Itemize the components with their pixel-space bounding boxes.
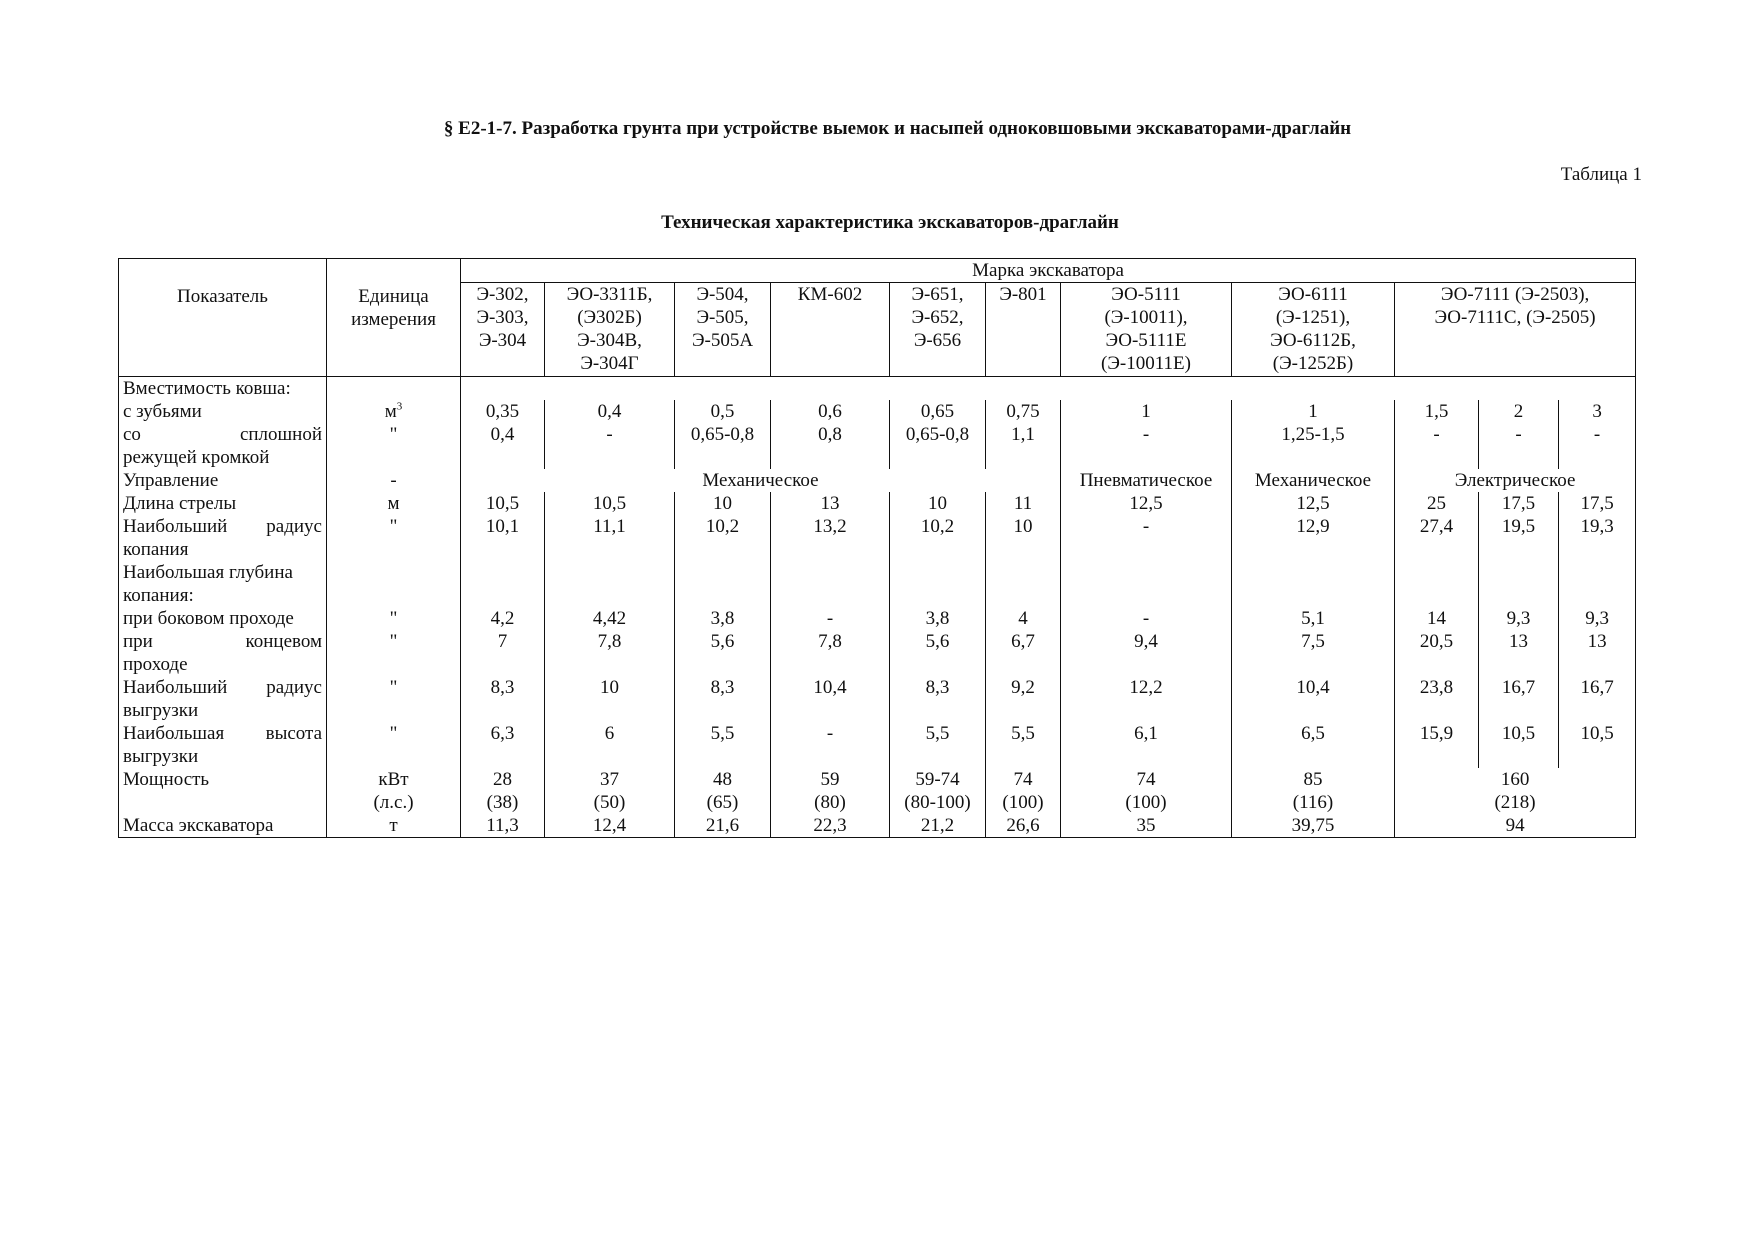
value-cell: 1	[1232, 400, 1395, 423]
value-cell: 7,8	[545, 630, 675, 676]
value-cell: 5,6	[890, 630, 986, 676]
value-cell: 5,5	[890, 722, 986, 768]
value-cell: 6,5	[1232, 722, 1395, 768]
row-control	[119, 469, 1636, 492]
section-heading: § Е2-1-7. Разработка грунта при устройстве выемок и насыпей одноковшовыми экскаваторами-драглайн	[443, 118, 1352, 139]
value-cell: 9,2	[986, 676, 1061, 722]
value-cell: 1,5	[1395, 400, 1479, 423]
value-cell: 13	[771, 492, 890, 515]
value-cell: 4,2	[461, 607, 545, 630]
value-cell: 27,4	[1395, 515, 1479, 561]
value-cell: 4,42	[545, 607, 675, 630]
value-cell: 19,3	[1559, 515, 1636, 561]
value-cell: 59-74 (80-100)	[890, 768, 986, 814]
value-cell: 48 (65)	[675, 768, 771, 814]
row-label: Наибольший радиус выгрузки	[119, 676, 327, 722]
unit-cell: "	[327, 722, 461, 768]
unit-cell: "	[327, 630, 461, 676]
value-cell: 13,2	[771, 515, 890, 561]
row-end-pass	[119, 630, 1636, 676]
value-cell: 37 (50)	[545, 768, 675, 814]
value-cell: 9,3	[1479, 607, 1559, 630]
model-cell: КМ-602	[771, 283, 890, 377]
value-cell: 13	[1479, 630, 1559, 676]
value-cell: 0,65-0,8	[675, 423, 771, 469]
value-cell: 3,8	[675, 607, 771, 630]
value-cell: 15,9	[1395, 722, 1479, 768]
value-cell: 21,6	[675, 814, 771, 838]
unit-cell: "	[327, 607, 461, 630]
row-label: при боковом проходе	[119, 607, 327, 630]
value-cell: 28 (38)	[461, 768, 545, 814]
table-title: Техническая характеристика экскаваторов-драглайн	[661, 212, 1119, 233]
unit-cell: кВт (л.с.)	[327, 768, 461, 814]
value-cell: 13	[1559, 630, 1636, 676]
value-cell: 59 (80)	[771, 768, 890, 814]
header-unit	[327, 259, 461, 377]
value-cell: 3,8	[890, 607, 986, 630]
value-cell: 19,5	[1479, 515, 1559, 561]
value-cell: 0,75	[986, 400, 1061, 423]
value-cell: 6,3	[461, 722, 545, 768]
value-cell: 10	[675, 492, 771, 515]
row-bucket-teeth	[119, 400, 1636, 423]
value-cell: 10,5	[545, 492, 675, 515]
value-cell: 7	[461, 630, 545, 676]
value-cell: 21,2	[890, 814, 986, 838]
control-mechanical-2: Механическое	[1232, 469, 1395, 492]
value-cell: 74 (100)	[1061, 768, 1232, 814]
value-cell: 6	[545, 722, 675, 768]
value-cell: 0,4	[545, 400, 675, 423]
row-label: Мощность	[119, 768, 327, 814]
row-max-dig-radius	[119, 515, 1636, 561]
value-cell: 35	[1061, 814, 1232, 838]
value-cell: 10,4	[1232, 676, 1395, 722]
value-cell: 8,3	[461, 676, 545, 722]
header-brand-group: Марка экскаватора	[461, 259, 1636, 283]
row-bucket-title	[119, 377, 1636, 401]
value-cell: 10,2	[890, 515, 986, 561]
row-label: Наибольший радиус копания	[119, 515, 327, 561]
value-cell: -	[771, 607, 890, 630]
value-cell: 10	[890, 492, 986, 515]
value-cell: 2	[1479, 400, 1559, 423]
value-cell: 5,6	[675, 630, 771, 676]
row-power	[119, 768, 1636, 814]
value-cell: -	[1479, 423, 1559, 469]
value-cell: 16,7	[1479, 676, 1559, 722]
value-cell: 1	[1061, 400, 1232, 423]
value-cell: 11	[986, 492, 1061, 515]
model-cell: Э-302, Э-303, Э-304	[461, 283, 545, 377]
row-side-pass	[119, 607, 1636, 630]
value-cell: 10,5	[461, 492, 545, 515]
value-cell: 1,25-1,5	[1232, 423, 1395, 469]
value-cell: 0,6	[771, 400, 890, 423]
value-cell: 8,3	[890, 676, 986, 722]
value-cell: -	[1395, 423, 1479, 469]
value-cell: 23,8	[1395, 676, 1479, 722]
value-cell: 0,35	[461, 400, 545, 423]
value-cell: 10,1	[461, 515, 545, 561]
row-mass	[119, 814, 1636, 838]
row-label: Управление	[119, 469, 327, 492]
header-unit-line2: измерения	[351, 309, 436, 330]
control-mechanical: Механическое	[461, 469, 1061, 492]
value-cell: 7,5	[1232, 630, 1395, 676]
unit-cell: "	[327, 423, 461, 469]
value-cell: 12,4	[545, 814, 675, 838]
value-cell: 0,5	[675, 400, 771, 423]
value-cell: -	[545, 423, 675, 469]
row-max-unload-height	[119, 722, 1636, 768]
row-max-dig-depth-title	[119, 561, 1636, 607]
value-cell: 7,8	[771, 630, 890, 676]
value-cell: 1,1	[986, 423, 1061, 469]
row-label: Масса экскаватора	[119, 814, 327, 838]
value-cell: 12,5	[1232, 492, 1395, 515]
model-cell: Э-801	[986, 283, 1061, 377]
header-indicator: Показатель	[119, 259, 327, 377]
value-cell: 5,1	[1232, 607, 1395, 630]
row-bucket-solid-edge	[119, 423, 1636, 469]
unit-cell: $м^3$	[327, 400, 461, 423]
value-cell: 74 (100)	[986, 768, 1061, 814]
value-cell: 11,1	[545, 515, 675, 561]
unit-cell: м	[327, 492, 461, 515]
header-unit-line1: Единица	[358, 286, 429, 307]
unit-cell	[327, 561, 461, 607]
value-cell: 12,9	[1232, 515, 1395, 561]
value-cell: -	[1061, 423, 1232, 469]
value-cell: 0,4	[461, 423, 545, 469]
value-cell: 14	[1395, 607, 1479, 630]
value-cell: 12,2	[1061, 676, 1232, 722]
value-cell: -	[1061, 607, 1232, 630]
model-cell: Э-504, Э-505, Э-505А	[675, 283, 771, 377]
row-boom-length	[119, 492, 1636, 515]
value-cell: 5,5	[675, 722, 771, 768]
table-number: Таблица 1	[1560, 164, 1642, 185]
value-cell: 0,8	[771, 423, 890, 469]
value-cell: 26,6	[986, 814, 1061, 838]
value-cell: 3	[1559, 400, 1636, 423]
model-cell: ЭО-7111 (Э-2503), ЭО-7111С, (Э-2505)	[1395, 283, 1636, 377]
value-cell: 25	[1395, 492, 1479, 515]
unit-cell: "	[327, 676, 461, 722]
value-cell: -	[1061, 515, 1232, 561]
row-label: Наибольшая глубина копания:	[119, 561, 327, 607]
model-cell: ЭО-6111 (Э-1251), ЭО-6112Б, (Э-1252Б)	[1232, 283, 1395, 377]
value-cell: 85 (116)	[1232, 768, 1395, 814]
value-cell: 0,65-0,8	[890, 423, 986, 469]
value-cell: 9,3	[1559, 607, 1636, 630]
value-cell: 10,5	[1479, 722, 1559, 768]
unit-cell: т	[327, 814, 461, 838]
unit-cell: "	[327, 515, 461, 561]
value-cell: -	[1559, 423, 1636, 469]
value-cell: -	[771, 722, 890, 768]
unit-cell	[327, 377, 461, 401]
value-cell: 160 (218)	[1395, 768, 1636, 814]
value-cell: 20,5	[1395, 630, 1479, 676]
value-cell: 6,1	[1061, 722, 1232, 768]
value-cell: 8,3	[675, 676, 771, 722]
value-cell: 17,5	[1559, 492, 1636, 515]
row-max-unload-radius	[119, 676, 1636, 722]
unit-cell: -	[327, 469, 461, 492]
row-label: со сплошной режущей кромкой	[119, 423, 327, 469]
value-cell: 10	[545, 676, 675, 722]
value-cell: 4	[986, 607, 1061, 630]
control-pneumatic: Пневматическое	[1061, 469, 1232, 492]
value-cell: 12,5	[1061, 492, 1232, 515]
value-cell: 0,65	[890, 400, 986, 423]
value-cell: 10,5	[1559, 722, 1636, 768]
control-electric: Электрическое	[1395, 469, 1636, 492]
value-cell: 6,7	[986, 630, 1061, 676]
value-cell: 39,75	[1232, 814, 1395, 838]
value-cell: 10	[986, 515, 1061, 561]
model-cell: Э-651, Э-652, Э-656	[890, 283, 986, 377]
model-cell: ЭО-3311Б, (Э302Б) Э-304В, Э-304Г	[545, 283, 675, 377]
value-cell: 22,3	[771, 814, 890, 838]
value-cell: 11,3	[461, 814, 545, 838]
header-row-brand	[119, 259, 1636, 283]
row-label: Вместимость ковша:	[119, 377, 327, 401]
value-cell: 10,4	[771, 676, 890, 722]
value-cell: 17,5	[1479, 492, 1559, 515]
value-cell: 94	[1395, 814, 1636, 838]
value-cell: 9,4	[1061, 630, 1232, 676]
value-cell: 16,7	[1559, 676, 1636, 722]
excavator-spec-table	[118, 258, 1636, 838]
row-label: при концевом проходе	[119, 630, 327, 676]
value-cell: 5,5	[986, 722, 1061, 768]
model-cell: ЭО-5111 (Э-10011), ЭО-5111Е (Э-10011Е)	[1061, 283, 1232, 377]
row-label: Наибольшая высота выгрузки	[119, 722, 327, 768]
row-label: Длина стрелы	[119, 492, 327, 515]
row-label: с зубьями	[119, 400, 327, 423]
value-cell: 10,2	[675, 515, 771, 561]
